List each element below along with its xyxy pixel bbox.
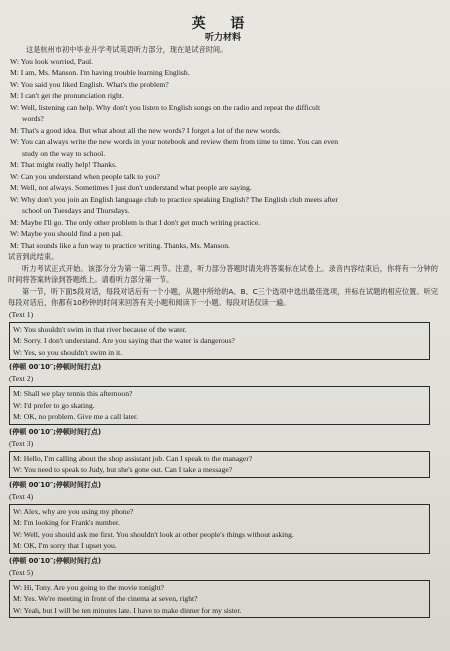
dialogue-line: M: Yes. We're meeting in front of the cinema at seven, right?: [13, 594, 198, 603]
dialogue-line: W: Can you understand when people talk to you?: [10, 171, 160, 181]
dialogue-line: W: I'd prefer to go skating.: [13, 400, 95, 410]
dialogue-line: M: I am, Ms. Manson. I'm having trouble learning English.: [10, 68, 190, 77]
dialogue-line-continued: study on the way to school.: [22, 148, 106, 158]
text-label: (Text 4): [9, 491, 34, 501]
dialogue-box: [9, 322, 430, 361]
dialogue-line: W: You shouldn't swim in that river because of the water.: [13, 324, 187, 334]
text-label: (Text 2): [9, 374, 34, 383]
dialogue-box: [9, 580, 430, 619]
pause-note: (停顿 00′10″;停顿时间打点): [9, 556, 102, 565]
dialogue-line-continued: school on Tuesdays and Thursdays.: [22, 206, 130, 215]
dialogue-line: W: Well, listening can help. Why don't you listen to English songs on the radio and repeat the difficult: [10, 102, 321, 112]
text-label: (Text 5): [9, 567, 34, 577]
dialogue-line: M: OK, I'm sorry that I upset you.: [13, 541, 117, 550]
dialogue-line: W: You need to speak to Judy, but she's gone out. Can I take a message?: [13, 465, 233, 474]
pause-note: (停顿 00′10″;停顿时间打点): [9, 363, 102, 371]
pause-note: (停顿 00′10″;停顿时间打点): [9, 480, 102, 489]
dialogue-line: M: Hello, I'm calling about the shop assistant job. Can I speak to the manager?: [13, 453, 253, 463]
dialogue-line: M: That's a good idea. But what about all the new words? I forget a lot of the new words.: [10, 125, 281, 135]
pause-note: (停顿 00′10″;停顿时间打点): [9, 427, 102, 436]
dialogue-line: W: Well, you should ask me first. You shouldn't look at other people's things without asking.: [13, 529, 294, 539]
dialogue-line-continued: words?: [22, 114, 44, 123]
intro-text: 这是杭州市初中毕业升学考试英语听力部分，现在是试音时间。: [26, 45, 228, 54]
dialogue-line: M: That sounds like a fun way to practice writing. Thanks, Ms. Manson.: [10, 240, 230, 250]
dialogue-line: M: I can't get the pronunciation right.: [10, 91, 124, 100]
dialogue-line: M: OK, no problem. Give me a call later.: [13, 412, 139, 421]
trial-end-text: 试音到此结束。: [8, 252, 59, 261]
dialogue-box: [9, 386, 430, 425]
dialogue-line: M: Sorry. I don't understand. Are you saying that the water is dangerous?: [13, 336, 235, 345]
text-label: (Text 1): [9, 309, 34, 319]
dialogue-line: W: Hi, Tony. Are you going to the movie tonight?: [13, 582, 165, 592]
dialogue-line: M: Shall we play tennis this afternoon?: [13, 389, 133, 398]
dialogue-box: [9, 451, 430, 478]
instruction-paragraph: 第一节，听下面5段对话，每段对话后有一个小题，从题中所给的A、B、C三个选项中选出最佳选项，并标在试题的相应位置。听完每段对话后，你都有10秒钟的时间来回答有关小题和阅读下一小题。每段对话仅读一遍。: [8, 286, 438, 307]
text-label: (Text 3): [9, 438, 34, 448]
dialogue-line: M: That might really help! Thanks.: [10, 160, 117, 169]
dialogue-line: W: Alex, why are you using my phone?: [13, 506, 134, 516]
dialogue-line: W: You look worried, Paul.: [10, 56, 94, 66]
dialogue-line: M: Maybe I'll go. The only other problem is that I don't get much writing practice.: [10, 217, 260, 227]
trial-dialogue: [8, 56, 438, 252]
dialogue-line: W: You can always write the new words in your notebook and review them from time to time. You can even: [10, 137, 339, 146]
dialogue-box: [9, 504, 430, 554]
instruction-paragraph: 听力考试正式开始。该部分分为第一第二两节。注意，听力部分答题时请先将答案标在试卷上。录音内容结束后，你将有一分钟的时间将答案转涂到答题纸上。请看听力部分第一节。: [8, 263, 438, 284]
dialogue-line: W: Why don't you join an English language club to practice speaking English? The English club meets after: [10, 194, 338, 204]
page-title: 英 语: [191, 16, 255, 32]
dialogue-line: W: Yes, so you shouldn't swim in it.: [13, 347, 123, 357]
dialogue-line: W: Maybe you should find a pen pal.: [10, 229, 123, 238]
dialogue-line: W: Yeah, but I will be ten minutes late. I have to make dinner for my sister.: [13, 605, 242, 615]
dialogue-line: M: Well, not always. Sometimes I just don't understand what people are saying.: [10, 183, 252, 192]
page-subtitle: 听力材料: [204, 33, 241, 43]
dialogue-line: W: You said you liked English. What's the problem?: [10, 79, 169, 89]
dialogue-line: M: I'm looking for Frank's number.: [13, 518, 120, 527]
